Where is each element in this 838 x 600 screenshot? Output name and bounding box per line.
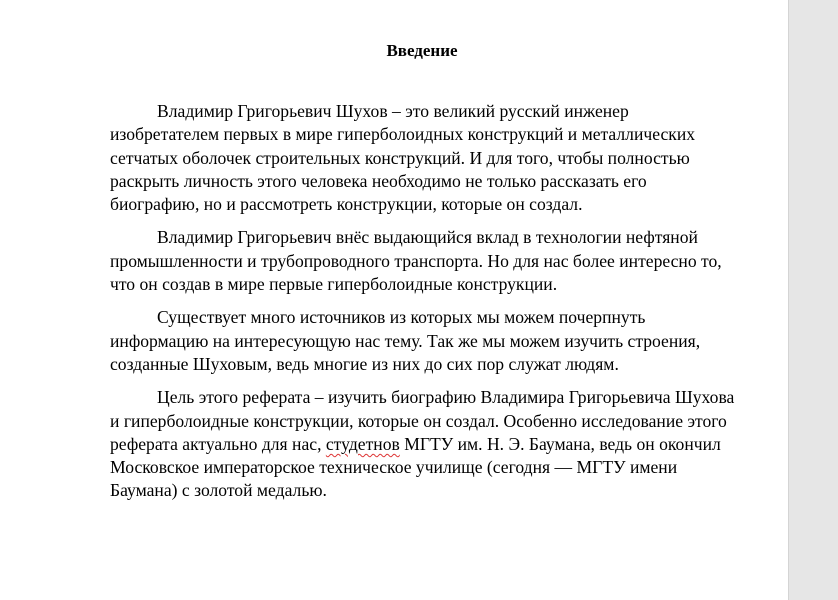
paragraph-4-text-end: МГТУ им. Н. Э. Баумана, ведь он окончил Московское императорское техническое училище (сегодня — МГТУ имени Баумана) с золотой медалью.: [110, 433, 721, 501]
window-gutter: [788, 0, 838, 600]
paragraph-4: [110, 386, 738, 502]
paragraph-1: Владимир Григорьевич Шухов – это великий русский инженер изобретателем первых в мире гиперболоидных конструкций и металлических сетчатых оболочек строительных конструкций. И для того, чтобы полностью раскрыть личность этого человека необходимо не только рассказать его биографию, но и рассмотреть конструкции, которые он создал.: [110, 101, 696, 215]
paragraph-3: Существует много источников из которых мы можем почерпнуть информацию на интересующую нас тему. Так же мы можем изучить строения, созданные Шуховым, ведь многие из них до сих пор служат людям.: [110, 307, 701, 374]
document-body[interactable]: [110, 100, 738, 513]
misspelled-word[interactable]: студетнов: [325, 433, 400, 454]
paragraph-4-text-start: Цель этого реферата – изучить биографию Владимира Григорьевича Шухова и гиперболоидные конструкции, которые он создал. Особенно исследование этого реферата актуально для нас,: [110, 387, 735, 454]
page-title: Введение: [386, 41, 458, 60]
paragraph-2: Владимир Григорьевич внёс выдающийся вклад в технологии нефтяной промышленности и трубопроводного транспорта. Но для нас более интересно то, что он создав в мире первые гиперболоидные конструкции.: [110, 227, 722, 295]
